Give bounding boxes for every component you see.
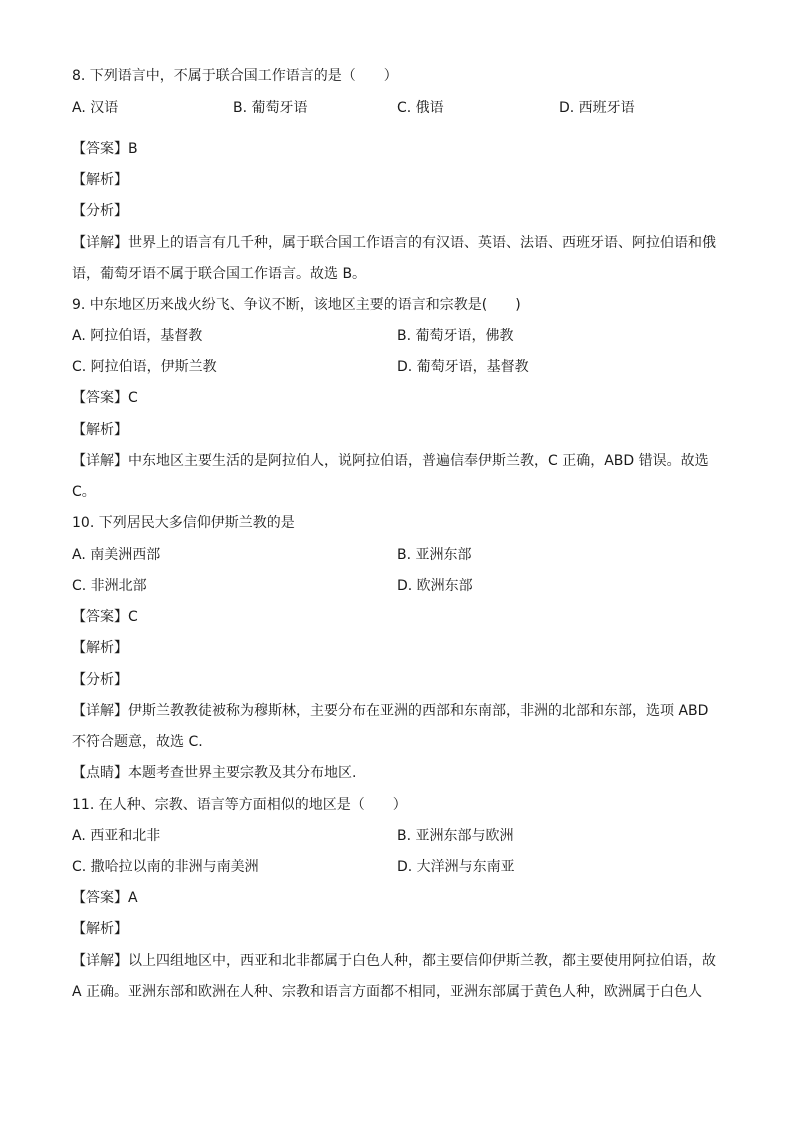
question-8-xiangjie: 【详解】世界上的语言有几千种，属于联合国工作语言的有汉语、英语、法语、西班牙语、阿拉伯语和俄 (72, 235, 716, 251)
question-10-xiangjie: 【详解】伊斯兰教教徒被称为穆斯林，主要分布在亚洲的西部和东南部，非洲的北部和东部，选项 ABD (72, 703, 709, 719)
question-10-stem: 10. 下列居民大多信仰伊斯兰教的是 (72, 515, 295, 531)
question-9-xiangjie-cont: C。 (72, 484, 96, 500)
question-10-answer: 【答案】C (72, 609, 138, 625)
question-9-option-b: B. 葡萄牙语，佛教 (397, 328, 514, 344)
question-11-answer: 【答案】A (72, 890, 138, 906)
question-8-jiexi: 【解析】 (72, 172, 128, 188)
question-10-option-d: D. 欧洲东部 (397, 578, 473, 594)
question-8-option-d: D. 西班牙语 (559, 100, 635, 116)
question-8-stem: 8. 下列语言中，不属于联合国工作语言的是（ ） (72, 68, 398, 84)
question-9-option-d: D. 葡萄牙语，基督教 (397, 359, 529, 375)
question-8-fenxi: 【分析】 (72, 203, 128, 219)
question-9-option-c: C. 阿拉伯语，伊斯兰教 (72, 359, 217, 375)
question-10-fenxi: 【分析】 (72, 672, 128, 688)
question-10-option-a: A. 南美洲西部 (72, 547, 161, 563)
question-11-stem: 11. 在人种、宗教、语言等方面相似的地区是（ ） (72, 797, 407, 813)
question-8-option-b: B. 葡萄牙语 (233, 100, 308, 116)
question-10-xiangjie-cont: 不符合题意，故选 C. (72, 734, 203, 750)
question-8-option-c: C. 俄语 (397, 100, 444, 116)
question-10-dianjing: 【点睛】本题考查世界主要宗教及其分布地区. (72, 765, 357, 781)
question-9-stem: 9. 中东地区历来战火纷飞、争议不断，该地区主要的语言和宗教是( ) (72, 297, 521, 313)
question-9-option-a: A. 阿拉伯语，基督教 (72, 328, 203, 344)
question-10-jiexi: 【解析】 (72, 640, 128, 656)
question-9-jiexi: 【解析】 (72, 422, 128, 438)
question-8-xiangjie-cont: 语，葡萄牙语不属于联合国工作语言。故选 B。 (72, 266, 367, 282)
question-10-option-b: B. 亚洲东部 (397, 547, 472, 563)
question-11-xiangjie-cont: A 正确。亚洲东部和欧洲在人种、宗教和语言方面都不相同，亚洲东部属于黄色人种，欧洲属于白色人 (72, 984, 703, 1000)
question-9-answer: 【答案】C (72, 390, 138, 406)
question-11-option-a: A. 西亚和北非 (72, 828, 161, 844)
question-11-jiexi: 【解析】 (72, 921, 128, 937)
question-10-option-c: C. 非洲北部 (72, 578, 147, 594)
question-11-option-d: D. 大洋洲与东南亚 (397, 859, 515, 875)
question-11-xiangjie: 【详解】以上四组地区中，西亚和北非都属于白色人种，都主要信仰伊斯兰教，都主要使用阿拉伯语，故 (72, 953, 716, 969)
question-8-answer: 【答案】B (72, 141, 138, 157)
question-9-xiangjie: 【详解】中东地区主要生活的是阿拉伯人，说阿拉伯语，普遍信奉伊斯兰教，C 正确，ABD 错误。故选 (72, 453, 709, 469)
question-11-option-c: C. 撒哈拉以南的非洲与南美洲 (72, 859, 259, 875)
question-11-option-b: B. 亚洲东部与欧洲 (397, 828, 514, 844)
question-8-option-a: A. 汉语 (72, 100, 119, 116)
